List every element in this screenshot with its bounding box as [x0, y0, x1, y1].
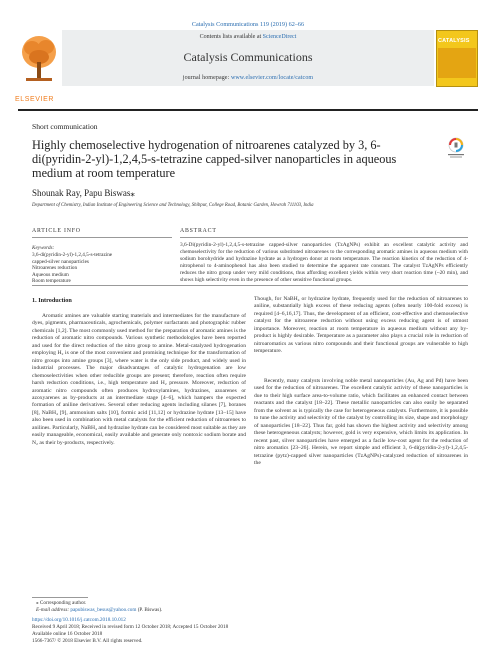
- article-type: Short communication: [32, 122, 98, 131]
- abstract-bottom-rule: [32, 285, 468, 286]
- abstract-heading: ABSTRACT: [180, 228, 217, 234]
- publisher-name: ELSEVIER: [15, 96, 55, 103]
- journal-title: Catalysis Communications: [183, 50, 313, 64]
- abstract-text: 3,6-Di(pyridin-2-yl)-1,2,4,5-s-tetrazine capped-silver nanoparticles (TzAgNPs) exhibit an excellent catalytic activity and chemoselectivity for the reduction of various substituted nitroarenes to the corresponding aromatic amines in aqueous medium with sodium borohydride and hydrazine hydrate as a hydrogen donor at room temperature. The reaction kinetics of the reduction of 4-nitrophenol to 4-aminophenol has also been studied to determine the apparent rate constant. The catalyst TzAgNPs efficiently reduces the nitro group under very mild conditions, thus affording excellent yields within very short reaction time (~20 min), and shows high selectivity even in the presence of other sensitive functional groups.: [180, 242, 468, 284]
- journal-cover-title: CATALYSIS: [438, 38, 470, 44]
- journal-cover-band: [438, 48, 476, 78]
- footnote-rule: [32, 597, 88, 598]
- homepage-link[interactable]: www.elsevier.com/locate/catcom: [230, 75, 314, 81]
- homepage-prefix: journal homepage:: [182, 75, 231, 81]
- doi-link[interactable]: https://doi.org/10.1016/j.catcom.2018.10.012: [32, 617, 126, 623]
- article-authors: Shounak Ray, Papu Biswas⁎: [32, 188, 135, 198]
- contents-line: [62, 34, 434, 40]
- header-divider: [18, 109, 478, 111]
- author-affiliation: Department of Chemistry, Indian Institute of Engineering Science and Technology, Shibpur, College Road, Botanic Garden, Howrah 711103, India: [32, 203, 314, 208]
- keywords-label: Keywords:: [32, 245, 55, 251]
- introduction-right-paragraph-2: Recently, many catalysts involving noble metal nanoparticles (Au, Ag and Pd) have been used for the reduction of nitroarenes. The excellent catalytic activity of these nanoparticles is due to their high surface area-to-volume ratio, which facilitates an enhanced contact between reactants and the catalyst [18–22]. These metallic nanoparticles can also easily be separated from the solvent as is typically the case for heterogeneous catalysts. Furthermore, it is possible to tune the activity and selectivity of the catalyst by controlling its size, shape and morphology of nanoparticles [18–22]. Thus far, gold has shown the highest activity and selectivity among these heterogeneous catalysts; however, gold is very expensive, which limits its application. In recent past, silver nanoparticles have emerged as a facile low-cost agent for the reduction of nitro aromatics [23–26]. Herein, we report simple and efficient 3, 6-di(pyridin-2-yl)-1,2,4,5-tetrazine (pytz)-capped silver nanoparticles (TzAgNPs)-catalyzed reduction of nitroarenes in the: [254, 378, 468, 466]
- email-label: E-mail address:: [36, 607, 71, 613]
- email-line: [36, 607, 336, 614]
- keywords-list: [32, 252, 172, 285]
- journal-homepage: [62, 75, 434, 81]
- introduction-heading: 1. Introduction: [32, 297, 72, 304]
- contents-prefix: Contents lists available at: [199, 34, 263, 40]
- keyword-item: Aqueous medium: [32, 271, 69, 278]
- copyright-line: 1566-7367/ © 2018 Elsevier B.V. All rights reserved.: [32, 638, 143, 644]
- introduction-left-column: Aromatic amines are valuable starting materials and intermediates for the manufacture of dyes, pigments, pharmaceuticals, agrochemicals, polymer surfactants and photographic rubber chemicals [1,2]. The most commonly used method for the preparation of aromatic amines is the reduction of aromatic nitro compounds. Various synthetic methodologies have been reported and used for the direct reduction of the nitro group to amine. Metal-catalyzed hydrogenation employing H₂ is one of the most convenient and promising technique for the transformation of nitro groups into amine groups [3], where water is the only side product, and widely used in industrial processes. The major disadvantages of catalytic hydrogenation are low chemoselectivities when other reducible groups are present; therefore, reaction often require harsh reduction conditions, i.e., high temperature and H₂ pressure. Moreover, reduction of aromatic nitro compounds often produces hydroxylamines, hydrazines, azoarenes or azoxyarenes as by-products at an intermediate stage [4–6], which hampers the expected formation of aniline derivatives. Several other reducing agents including silanes [7], boranes [8], NaBH₄ [9], ammonium salts [10], formic acid [11,12] or hydrazine hydrate [13–15] have also been used in combination with metal catalysts for the efficient reduction of nitroarenes to anilines. Particularly, NaBH₄ and hydrazine hydrate can be considered most suitable as they are easily manageable, economical, easily available and generate only nontoxic sodium borate and N₂ as their by-products, respectively.: [32, 313, 246, 446]
- sciencedirect-link[interactable]: ScienceDirect: [262, 34, 297, 40]
- email-link[interactable]: papubiswas_besus@yahoo.com: [70, 607, 137, 613]
- keyword-item: Room temperature: [32, 278, 71, 285]
- article-title: Highly chemoselective hydrogenation of nitroarenes catalyzed by 3, 6-di(pyridin-2-yl)-1,2,4,5-s-tetrazine capped-silver nanoparticles in aqueous medium at room temperature: [32, 138, 397, 180]
- journal-reference: Catalysis Communications 119 (2019) 62–66: [191, 21, 305, 28]
- email-suffix: (P. Biswas).: [136, 607, 163, 613]
- elsevier-tree-logo-icon: [18, 32, 60, 86]
- keyword-item: Nitroarenes reduction: [32, 265, 78, 272]
- corresponding-author-note: ⁎ Corresponding author.: [36, 600, 87, 606]
- check-for-updates-icon[interactable]: [446, 137, 466, 159]
- introduction-right-paragraph-1: Though, for NaBH₄ or hydrazine hydrate, frequently used for the reduction of nitroarenes to aniline, substantially high excess of these reducing agents (often nearly 100-fold excess) is required [4–6,16,17]. Thus, the development of an efficient, cost-effective and chemoselective catalyst for the nitroarene reduction without using excess reducing agent is of utmost importance. Moreover, reaction at room temperature in aqueous medium without any by-product is highly desirable. Temperature as a parameter also plays a crucial role in reduction of nitroaromatics as various nitro compounds and their functional groups are vulnerable to high temperature.: [254, 296, 468, 355]
- article-info-heading: ARTICLE INFO: [32, 228, 81, 234]
- received-dates: Received 9 April 2018; Received in revised form 12 October 2018; Accepted 15 October 2018: [32, 624, 229, 630]
- abstract-rule: [180, 237, 468, 238]
- keyword-item: capped-silver nanoparticles: [32, 258, 89, 265]
- article-info-rule: [32, 237, 172, 238]
- available-online-date: Available online 16 October 2018: [32, 631, 103, 637]
- keyword-item: 3,6-di(pyridin-2-yl)-1,2,4,5-s-tetrazine: [32, 252, 113, 258]
